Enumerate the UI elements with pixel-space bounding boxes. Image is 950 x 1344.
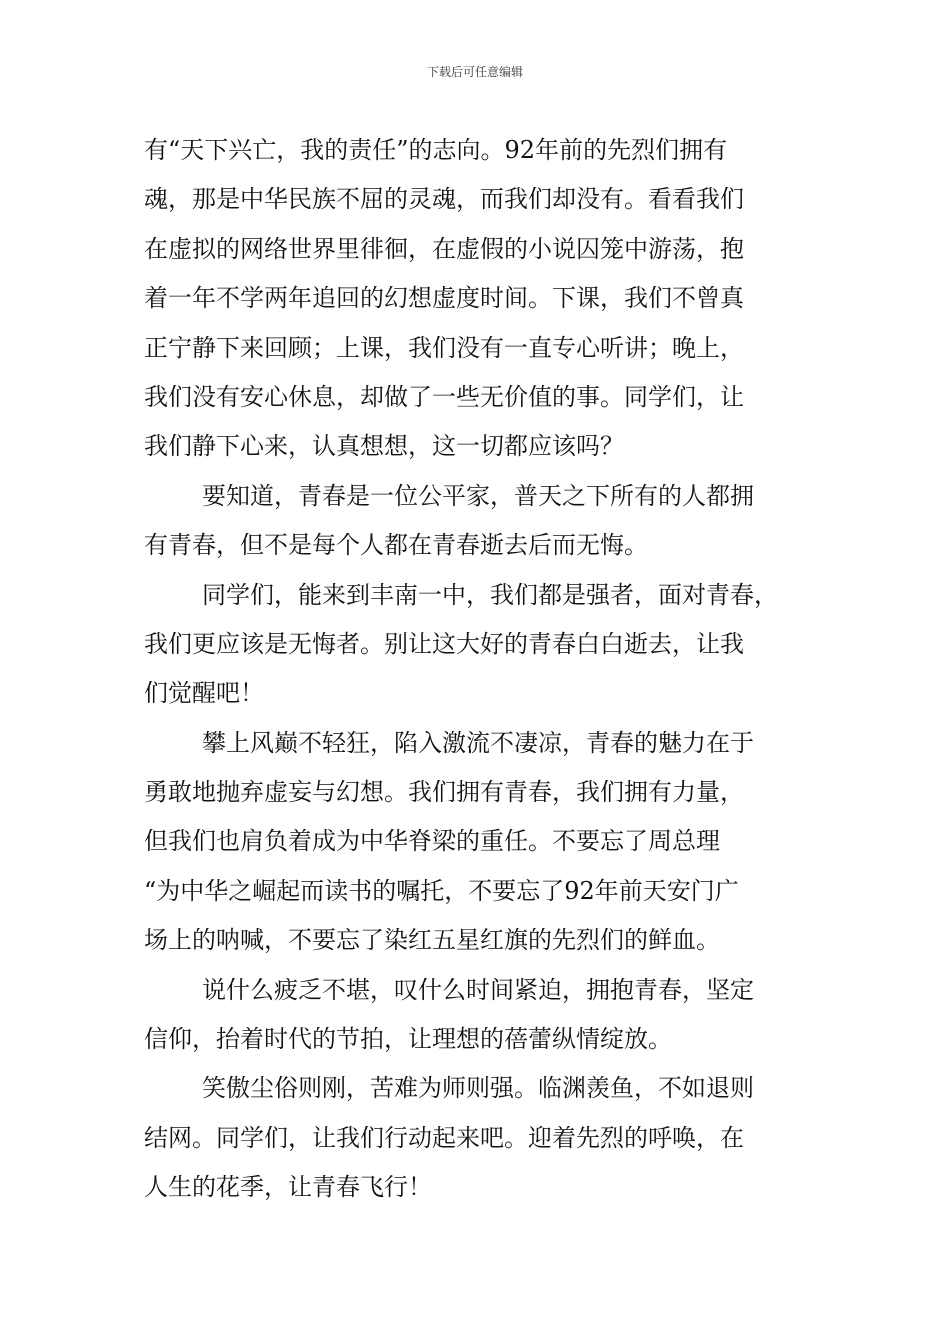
text-line: “为中华之崛起而读书的嘱托，不要忘了92年前天安门广 <box>144 876 739 905</box>
paragraph-first-line: 要知道，青春是一位公平家，普天之下所有的人都拥 <box>202 481 754 510</box>
text-line: 但我们也肩负着成为中华脊梁的重任。不要忘了周总理 <box>144 827 720 856</box>
text-line: 人生的花季，让青春飞行！ <box>144 1173 432 1202</box>
paragraph-first-line: 笑傲尘俗则刚，苦难为师则强。临渊羡鱼，不如退则 <box>202 1074 754 1103</box>
text-line: 着一年不学两年追回的幻想虚度时间。下课，我们不曾真 <box>144 284 744 313</box>
paragraph-first-line: 攀上风巅不轻狂，陷入激流不凄凉，青春的魅力在于 <box>202 728 754 757</box>
document-body <box>144 126 814 1213</box>
text-line: 我们静下心来，认真想想，这一切都应该吗？ <box>144 432 624 461</box>
text-line: 有青春，但不是每个人都在青春逝去后而无悔。 <box>144 531 648 560</box>
text-line: 们觉醒吧！ <box>144 679 264 708</box>
text-line: 场上的呐喊，不要忘了染红五星红旗的先烈们的鲜血。 <box>144 926 720 955</box>
text-line: 有“天下兴亡，我的责任”的志向。92年前的先烈们拥有 <box>144 136 728 164</box>
text-line: 信仰，抬着时代的节拍，让理想的蓓蕾纵情绽放。 <box>144 1025 672 1054</box>
text-line: 在虚拟的网络世界里徘徊，在虚假的小说囚笼中游荡，抱 <box>144 234 744 263</box>
text-line: 魂，那是中华民族不屈的灵魂，而我们却没有。看看我们 <box>144 185 744 214</box>
text-line: 勇敢地抛弃虚妄与幻想。我们拥有青春，我们拥有力量， <box>144 778 744 807</box>
paragraph-first-line: 同学们，能来到丰南一中，我们都是强者，面对青春， <box>202 580 778 609</box>
paragraph-first-line: 说什么疲乏不堪，叹什么时间紧迫，拥抱青春，坚定 <box>202 975 754 1004</box>
text-line: 我们更应该是无悔者。别让这大好的青春白白逝去，让我 <box>144 629 744 658</box>
text-line: 正宁静下来回顾；上课，我们没有一直专心听讲；晚上， <box>144 333 744 362</box>
text-line: 我们没有安心休息，却做了一些无价值的事。同学们，让 <box>144 382 744 411</box>
page-header: 下载后可任意编辑 <box>426 65 523 79</box>
text-line: 结网。同学们，让我们行动起来吧。迎着先烈的呼唤，在 <box>144 1123 744 1152</box>
